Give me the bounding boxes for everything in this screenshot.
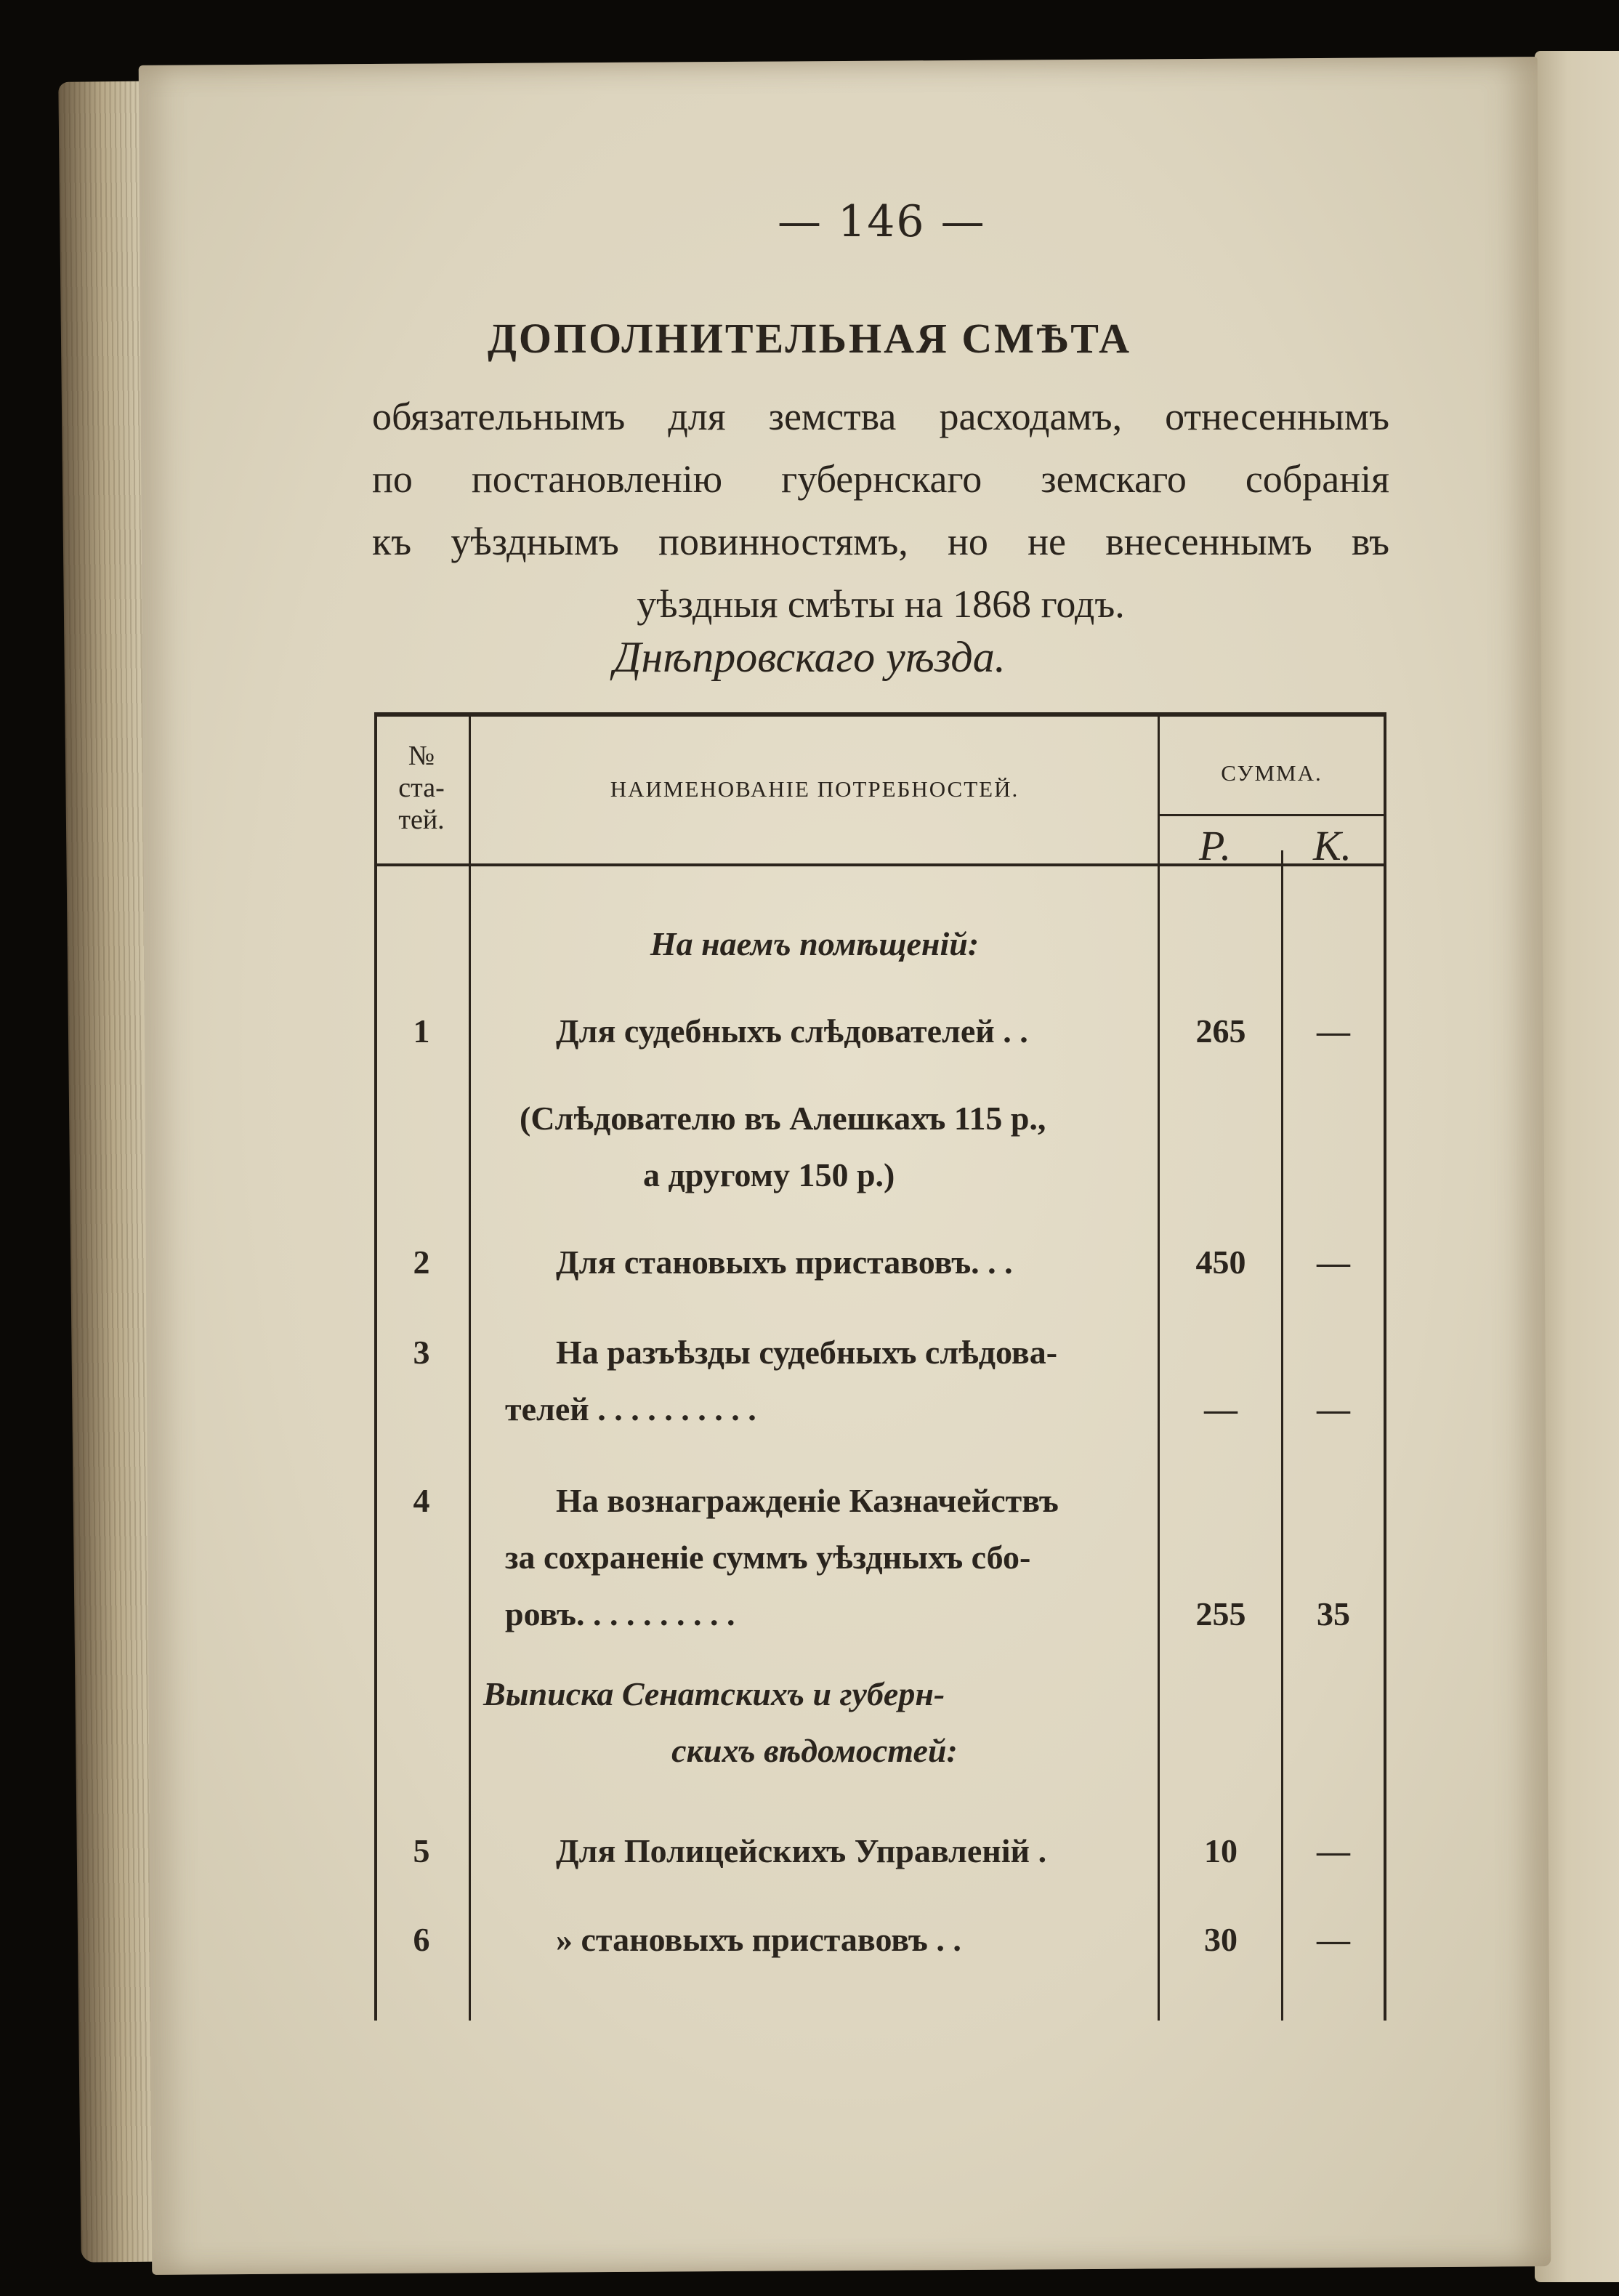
row-description: ровъ. . . . . . . . . . [505,1595,735,1632]
row-kopecks: — [1317,1921,1350,1958]
row-number: 6 [413,1921,430,1958]
section-heading: скихъ вѣдомостей: [671,1732,958,1769]
row-rubles: 450 [1195,1244,1246,1281]
section-heading: Выписка Сенатскихъ и губерн- [483,1675,945,1712]
row-number: 5 [413,1832,430,1869]
intro-line: по постановленію губернскаго земскаго собранія [372,457,1389,501]
row-number: 4 [413,1482,430,1519]
row-number: 2 [413,1244,430,1281]
header-number [374,740,469,836]
row-description: Для судебныхъ слѣдователей . . [556,1012,1028,1050]
header-name: НАИМЕНОВАНІЕ ПОТРЕБНОСТЕЙ. [610,776,1020,802]
row-description: На вознагражденіе Казначействъ [556,1482,1059,1519]
sum-subheader-rule [1158,814,1386,816]
row-number: 1 [413,1012,430,1050]
row-description: Для становыхъ приставовъ. . . [556,1244,1013,1281]
row-description: На разъѣзды судебныхъ слѣдова- [556,1334,1058,1371]
row-description: за сохраненіе суммъ уѣздныхъ сбо- [505,1539,1031,1576]
row-kopecks: — [1317,1832,1350,1869]
row-rubles: 265 [1195,1012,1246,1050]
col-rule-rubles [1281,850,1283,2021]
col-rule-number [469,712,471,2021]
intro-line: обязательнымъ для земства расходамъ, отнесеннымъ [372,395,1389,438]
table-right-rule [1384,712,1386,2021]
header-number-text: ста- [398,773,445,803]
intro-line: уѣздныя смѣты на 1868 годъ. [637,582,1125,626]
intro-paragraph [372,385,1389,635]
row-kopecks: 35 [1317,1595,1350,1632]
row-rubles: 255 [1195,1595,1246,1632]
row-description: » становыхъ приставовъ . . [556,1921,961,1958]
row-description: телей . . . . . . . . . . [505,1390,756,1427]
row-note: а другому 150 р.) [643,1156,895,1193]
row-rubles: — [1204,1390,1238,1427]
row-rubles: 30 [1204,1921,1238,1958]
table-top-rule [374,712,1386,717]
row-kopecks: — [1317,1390,1350,1427]
row-description: Для Полицейскихъ Управленій . [556,1832,1047,1869]
estimate-table [374,712,1386,2021]
header-rubles: Р. [1199,822,1232,869]
row-number: 3 [413,1334,430,1371]
row-kopecks: — [1317,1244,1350,1281]
document-title: ДОПОЛНИТЕЛЬНАЯ СМѢТА [488,315,1131,362]
header-bottom-rule [374,863,1386,866]
intro-line: къ уѣзднымъ повинностямъ, но не внесеннымъ въ [372,520,1389,563]
header-kopecks: К. [1313,822,1352,869]
row-rubles: 10 [1204,1832,1238,1869]
district-subtitle: Днѣпровскаго уѣзда. [613,633,1006,681]
row-note: (Слѣдователю въ Алешкахъ 115 р., [520,1100,1046,1137]
col-rule-name [1158,712,1160,2021]
page-number: — 146 — [778,196,986,247]
header-number-sign: № [408,741,435,771]
section-heading: На наемъ помѣщеній: [650,925,980,962]
row-kopecks: — [1317,1012,1350,1050]
header-sum: СУММА. [1221,760,1323,786]
header-number-text: тей. [398,805,445,835]
